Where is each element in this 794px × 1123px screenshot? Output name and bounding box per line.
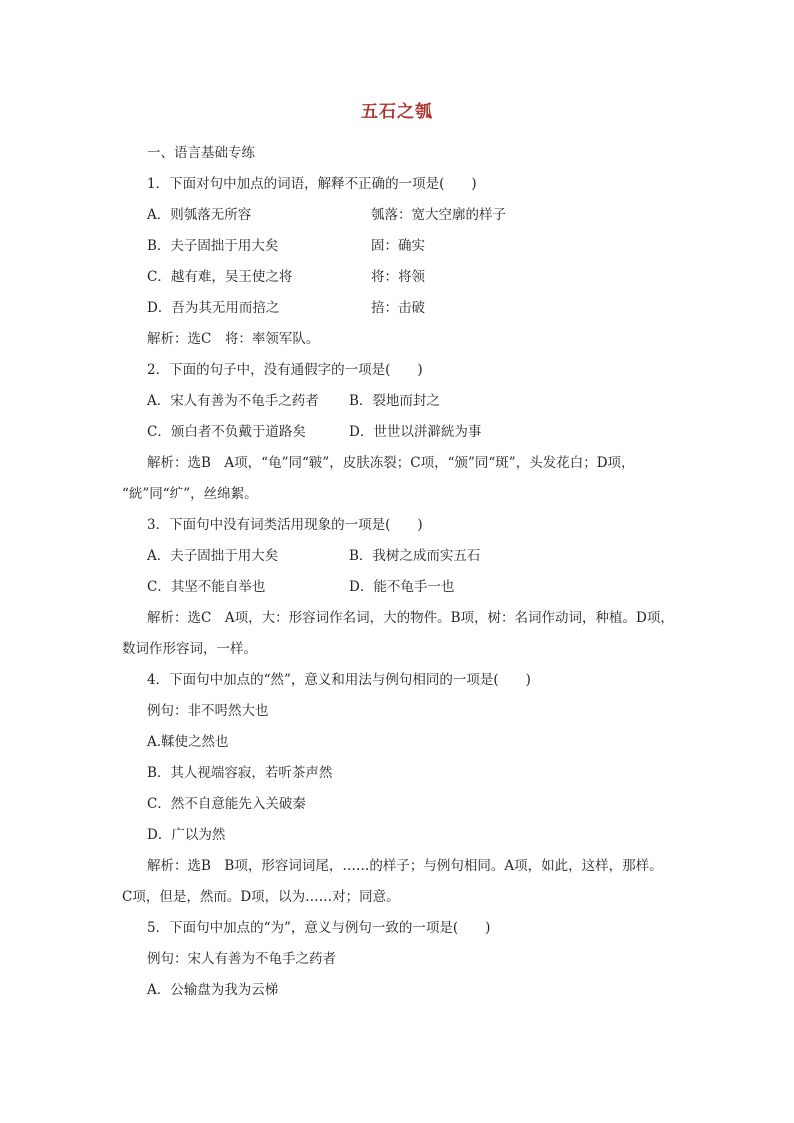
question-4-example: 例句：非不呺然大也 bbox=[147, 703, 269, 719]
question-2-analysis-cont: “絖”同“纩”，丝绵絮。 bbox=[122, 486, 258, 502]
question-3-analysis: 解析：选C A项，大：形容词作名词，大的物件。B项，树：名词作动词，种植。D项， bbox=[147, 610, 674, 626]
question-1-option-c bbox=[122, 262, 684, 293]
document-body bbox=[122, 138, 684, 1006]
option-b: B．裂地而封之 bbox=[349, 393, 440, 409]
question-2-stem: 2．下面的句子中，没有通假字的一项是( ) bbox=[147, 362, 423, 378]
page-title: 五石之瓠 bbox=[361, 102, 433, 122]
question-4-stem: 4．下面句中加点的“然”，意义和用法与例句相同的一项是( ) bbox=[147, 672, 531, 688]
question-4-option-d: D．广以为然 bbox=[147, 827, 226, 843]
section-heading: 一、语言基础专练 bbox=[147, 145, 255, 161]
option-gloss: 瓠落：宽大空廓的样子 bbox=[371, 207, 506, 223]
question-5-stem: 5．下面句中加点的“为”，意义与例句一致的一项是( ) bbox=[147, 920, 491, 936]
question-1-option-d bbox=[122, 293, 684, 324]
question-4-option-b: B．其人视端容寂，若听茶声然 bbox=[147, 765, 333, 781]
question-1-option-a bbox=[122, 200, 684, 231]
option-b: B．我树之成而实五石 bbox=[349, 548, 481, 564]
option-gloss: 将：将领 bbox=[371, 269, 425, 285]
question-2-options-row-1 bbox=[122, 386, 684, 417]
question-4-analysis-cont: C项，但是，然而。D项，以为……对；同意。 bbox=[122, 889, 400, 905]
question-3-options-row-2 bbox=[122, 572, 684, 603]
option-text: D．吾为其无用而掊之 bbox=[147, 300, 280, 316]
question-1-analysis: 解析：选C 将：率领军队。 bbox=[147, 331, 320, 347]
question-3-analysis-cont: 数词作形容词，一样。 bbox=[122, 641, 257, 657]
question-5-example: 例句：宋人有善为不龟手之药者 bbox=[147, 951, 336, 967]
option-c: C．其坚不能自举也 bbox=[147, 579, 266, 595]
question-4-analysis: 解析：选B B项，形容词词尾，……的样子；与例句相同。A项，如此，这样，那样。 bbox=[147, 858, 663, 874]
option-text: C．越有难，吴王使之将 bbox=[147, 269, 293, 285]
question-4-option-a: A.鞣使之然也 bbox=[147, 734, 229, 750]
question-3-options-row-1 bbox=[122, 541, 684, 572]
option-text: B．夫子固拙于用大矣 bbox=[147, 238, 279, 254]
question-4-option-c: C．然不自意能先入关破秦 bbox=[147, 796, 306, 812]
option-a: A．夫子固拙于用大矣 bbox=[147, 548, 279, 564]
question-1-stem: 1．下面对句中加点的词语，解释不正确的一项是( ) bbox=[147, 176, 477, 192]
option-a: A．宋人有善为不龟手之药者 bbox=[147, 393, 319, 409]
option-d: D．能不龟手一也 bbox=[349, 579, 455, 595]
question-2-analysis: 解析：选B A项，“龟”同“皲”，皮肤冻裂；C项，“颁”同“斑”，头发花白；D项， bbox=[147, 455, 635, 471]
option-gloss: 掊：击破 bbox=[371, 300, 425, 316]
option-text: A．则瓠落无所容 bbox=[147, 207, 252, 223]
option-d: D．世世以洴澼絖为事 bbox=[349, 424, 482, 440]
question-1-option-b bbox=[122, 231, 684, 262]
question-3-stem: 3．下面句中没有词类活用现象的一项是( ) bbox=[147, 517, 423, 533]
question-5-option-a: A．公输盘为我为云梯 bbox=[147, 982, 279, 998]
option-c: C．颁白者不负戴于道路矣 bbox=[147, 424, 306, 440]
option-gloss: 固：确实 bbox=[371, 238, 425, 254]
question-2-options-row-2 bbox=[122, 417, 684, 448]
